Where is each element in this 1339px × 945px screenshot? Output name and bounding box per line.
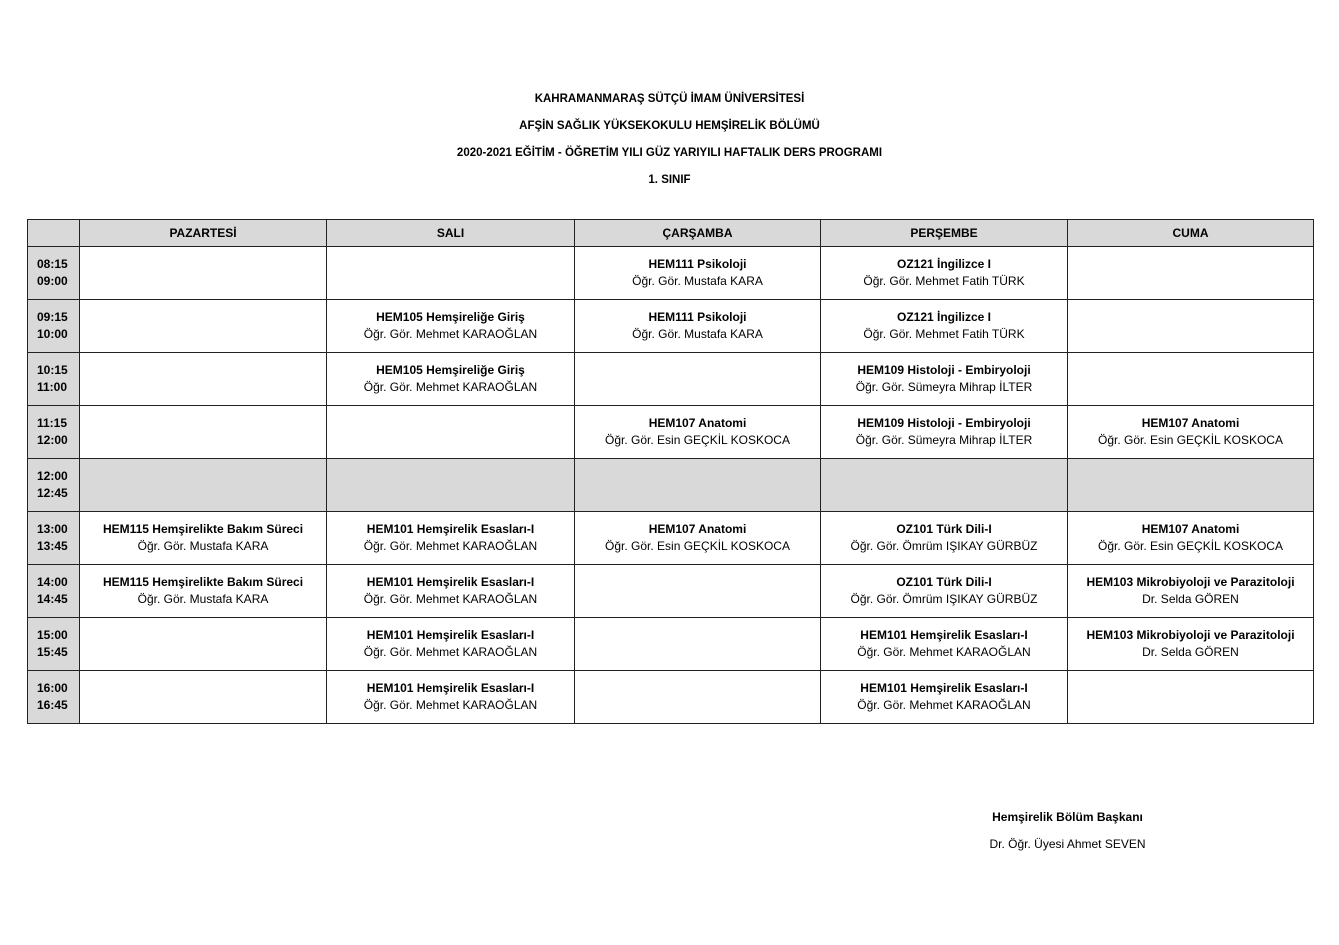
instructor-name: Öğr. Gör. Ömrüm IŞIKAY GÜRBÜZ [850, 539, 1038, 553]
time-slot [28, 618, 80, 671]
empty-cell [575, 618, 821, 671]
instructor-name: Öğr. Gör. Esin GEÇKİL KOSKOCA [605, 539, 790, 553]
lesson-cell [821, 618, 1068, 671]
document-header [0, 90, 1339, 198]
empty-cell [327, 247, 575, 300]
signatory-role: Hemşirelik Bölüm Başkanı [992, 810, 1143, 824]
lesson-cell [327, 565, 575, 618]
course-name: HEM101 Hemşirelik Esasları-I [366, 680, 535, 695]
end-time: 12:00 [37, 433, 68, 447]
instructor-name: Öğr. Gör. Mustafa KARA [632, 327, 763, 341]
instructor-name: Öğr. Gör. Mehmet KARAOĞLAN [363, 327, 538, 341]
weekly-schedule-table [27, 219, 1314, 724]
start-time: 16:00 [37, 680, 68, 695]
table-row [28, 300, 1314, 353]
instructor-name: Öğr. Gör. Ömrüm IŞIKAY GÜRBÜZ [850, 592, 1038, 606]
empty-cell [821, 459, 1068, 512]
time-slot [28, 671, 80, 724]
course-name: HEM105 Hemşireliğe Giriş [376, 309, 525, 324]
lesson-cell [821, 512, 1068, 565]
day-header: PAZARTESİ [80, 220, 327, 247]
time-slot [28, 565, 80, 618]
end-time: 13:45 [37, 539, 68, 553]
instructor-name: Dr. Selda GÖREN [1142, 592, 1239, 606]
empty-cell [575, 459, 821, 512]
table-row [28, 406, 1314, 459]
course-name: OZ121 İngilizce I [896, 309, 992, 324]
course-name: HEM105 Hemşireliğe Giriş [376, 362, 525, 377]
instructor-name: Öğr. Gör. Mustafa KARA [137, 592, 269, 606]
lesson-cell [327, 353, 575, 406]
lesson-cell [1068, 565, 1314, 618]
course-name: HEM101 Hemşirelik Esasları-I [366, 574, 535, 589]
empty-cell [80, 406, 327, 459]
lesson-cell [821, 406, 1068, 459]
course-name: OZ101 Türk Dili-I [896, 521, 992, 536]
instructor-name: Öğr. Gör. Sümeyra Mihrap İLTER [855, 433, 1033, 447]
instructor-name: Öğr. Gör. Mehmet KARAOĞLAN [363, 539, 538, 553]
course-name: HEM111 Psikoloji [648, 309, 747, 324]
start-time: 10:15 [37, 362, 68, 377]
course-name: OZ101 Türk Dili-I [896, 574, 992, 589]
department-title: AFŞİN SAĞLIK YÜKSEKOKULU HEMŞİRELİK BÖLÜMÜ [519, 120, 820, 132]
empty-cell [80, 353, 327, 406]
course-name: HEM107 Anatomi [1141, 521, 1240, 536]
start-time: 08:15 [37, 256, 68, 271]
instructor-name: Öğr. Gör. Mehmet KARAOĞLAN [363, 698, 538, 712]
instructor-name: Öğr. Gör. Esin GEÇKİL KOSKOCA [1098, 433, 1283, 447]
table-row [28, 247, 1314, 300]
time-slot [28, 459, 80, 512]
end-time: 15:45 [37, 645, 68, 659]
start-time: 13:00 [37, 521, 68, 536]
lesson-cell [575, 406, 821, 459]
lesson-cell [1068, 406, 1314, 459]
instructor-name: Öğr. Gör. Mehmet Fatih TÜRK [863, 327, 1025, 341]
instructor-name: Öğr. Gör. Sümeyra Mihrap İLTER [855, 380, 1033, 394]
empty-cell [80, 618, 327, 671]
course-name: HEM107 Anatomi [648, 415, 747, 430]
instructor-name: Öğr. Gör. Mehmet KARAOĞLAN [857, 698, 1031, 712]
lesson-cell [575, 247, 821, 300]
course-name: OZ121 İngilizce I [896, 256, 992, 271]
empty-cell [575, 353, 821, 406]
lesson-cell [327, 671, 575, 724]
end-time: 14:45 [37, 592, 68, 606]
lesson-cell [327, 300, 575, 353]
program-title: 2020-2021 EĞİTİM - ÖĞRETİM YILI GÜZ YARIYILI HAFTALIK DERS PROGRAMI [456, 147, 883, 159]
lesson-cell [327, 512, 575, 565]
course-name: HEM109 Histoloji - Embiryoloji [857, 362, 1031, 377]
table-row [28, 353, 1314, 406]
start-time: 14:00 [37, 574, 68, 589]
time-slot [28, 406, 80, 459]
empty-cell [1068, 459, 1314, 512]
course-name: HEM111 Psikoloji [648, 256, 747, 271]
lesson-cell [575, 300, 821, 353]
schedule-body [28, 247, 1314, 724]
lesson-cell [575, 512, 821, 565]
end-time: 09:00 [37, 274, 68, 288]
table-row [28, 671, 1314, 724]
empty-cell [80, 459, 327, 512]
signatory-name: Dr. Öğr. Üyesi Ahmet SEVEN [989, 837, 1146, 851]
course-name: HEM107 Anatomi [648, 521, 747, 536]
instructor-name: Öğr. Gör. Mustafa KARA [632, 274, 763, 288]
table-row [28, 565, 1314, 618]
course-name: HEM103 Mikrobiyoloji ve Parazitoloji [1086, 627, 1295, 642]
course-name: HEM115 Hemşirelikte Bakım Süreci [102, 574, 304, 589]
time-slot [28, 300, 80, 353]
table-row [28, 618, 1314, 671]
course-name: HEM107 Anatomi [1141, 415, 1240, 430]
lesson-cell [821, 247, 1068, 300]
instructor-name: Öğr. Gör. Mehmet KARAOĞLAN [857, 645, 1031, 659]
instructor-name: Öğr. Gör. Esin GEÇKİL KOSKOCA [605, 433, 790, 447]
empty-cell [1068, 247, 1314, 300]
table-header-row [28, 220, 1314, 247]
lesson-cell [821, 300, 1068, 353]
lesson-cell [1068, 512, 1314, 565]
day-header: CUMA [1068, 220, 1314, 247]
instructor-name: Öğr. Gör. Mehmet KARAOĞLAN [363, 592, 538, 606]
end-time: 10:00 [37, 327, 68, 341]
empty-cell [1068, 300, 1314, 353]
instructor-name: Öğr. Gör. Mehmet Fatih TÜRK [863, 274, 1025, 288]
day-header: SALI [327, 220, 575, 247]
lesson-cell [821, 565, 1068, 618]
lesson-cell [821, 353, 1068, 406]
course-name: HEM101 Hemşirelik Esasları-I [860, 627, 1028, 642]
university-title: KAHRAMANMARAŞ SÜTÇÜ İMAM ÜNİVERSİTESİ [534, 93, 805, 105]
day-header: ÇARŞAMBA [575, 220, 821, 247]
signature-block [940, 808, 1195, 862]
start-time: 15:00 [37, 627, 68, 642]
course-name: HEM101 Hemşirelik Esasları-I [366, 521, 535, 536]
course-name: HEM115 Hemşirelikte Bakım Süreci [102, 521, 304, 536]
table-row [28, 512, 1314, 565]
instructor-name: Öğr. Gör. Esin GEÇKİL KOSKOCA [1098, 539, 1283, 553]
time-column-header [28, 220, 80, 247]
start-time: 11:15 [37, 415, 68, 430]
instructor-name: Öğr. Gör. Mehmet KARAOĞLAN [363, 645, 538, 659]
course-name: HEM101 Hemşirelik Esasları-I [366, 627, 535, 642]
course-name: HEM103 Mikrobiyoloji ve Parazitoloji [1086, 574, 1295, 589]
end-time: 12:45 [37, 486, 68, 500]
start-time: 12:00 [37, 468, 68, 483]
course-name: HEM109 Histoloji - Embiryoloji [857, 415, 1031, 430]
empty-cell [575, 565, 821, 618]
empty-cell [1068, 353, 1314, 406]
break-row [28, 459, 1314, 512]
lesson-cell [80, 512, 327, 565]
empty-cell [80, 247, 327, 300]
lesson-cell [327, 618, 575, 671]
instructor-name: Öğr. Gör. Mustafa KARA [137, 539, 269, 553]
day-header: PERŞEMBE [821, 220, 1068, 247]
empty-cell [327, 406, 575, 459]
lesson-cell [821, 671, 1068, 724]
time-slot [28, 512, 80, 565]
lesson-cell [80, 565, 327, 618]
instructor-name: Dr. Selda GÖREN [1142, 645, 1239, 659]
time-slot [28, 353, 80, 406]
lesson-cell [1068, 618, 1314, 671]
empty-cell [575, 671, 821, 724]
start-time: 09:15 [37, 309, 68, 324]
empty-cell [80, 300, 327, 353]
empty-cell [327, 459, 575, 512]
time-slot [28, 247, 80, 300]
instructor-name: Öğr. Gör. Mehmet KARAOĞLAN [363, 380, 538, 394]
course-name: HEM101 Hemşirelik Esasları-I [860, 680, 1028, 695]
empty-cell [80, 671, 327, 724]
class-level: 1. SINIF [648, 174, 691, 186]
end-time: 16:45 [37, 698, 68, 712]
empty-cell [1068, 671, 1314, 724]
end-time: 11:00 [37, 380, 68, 394]
